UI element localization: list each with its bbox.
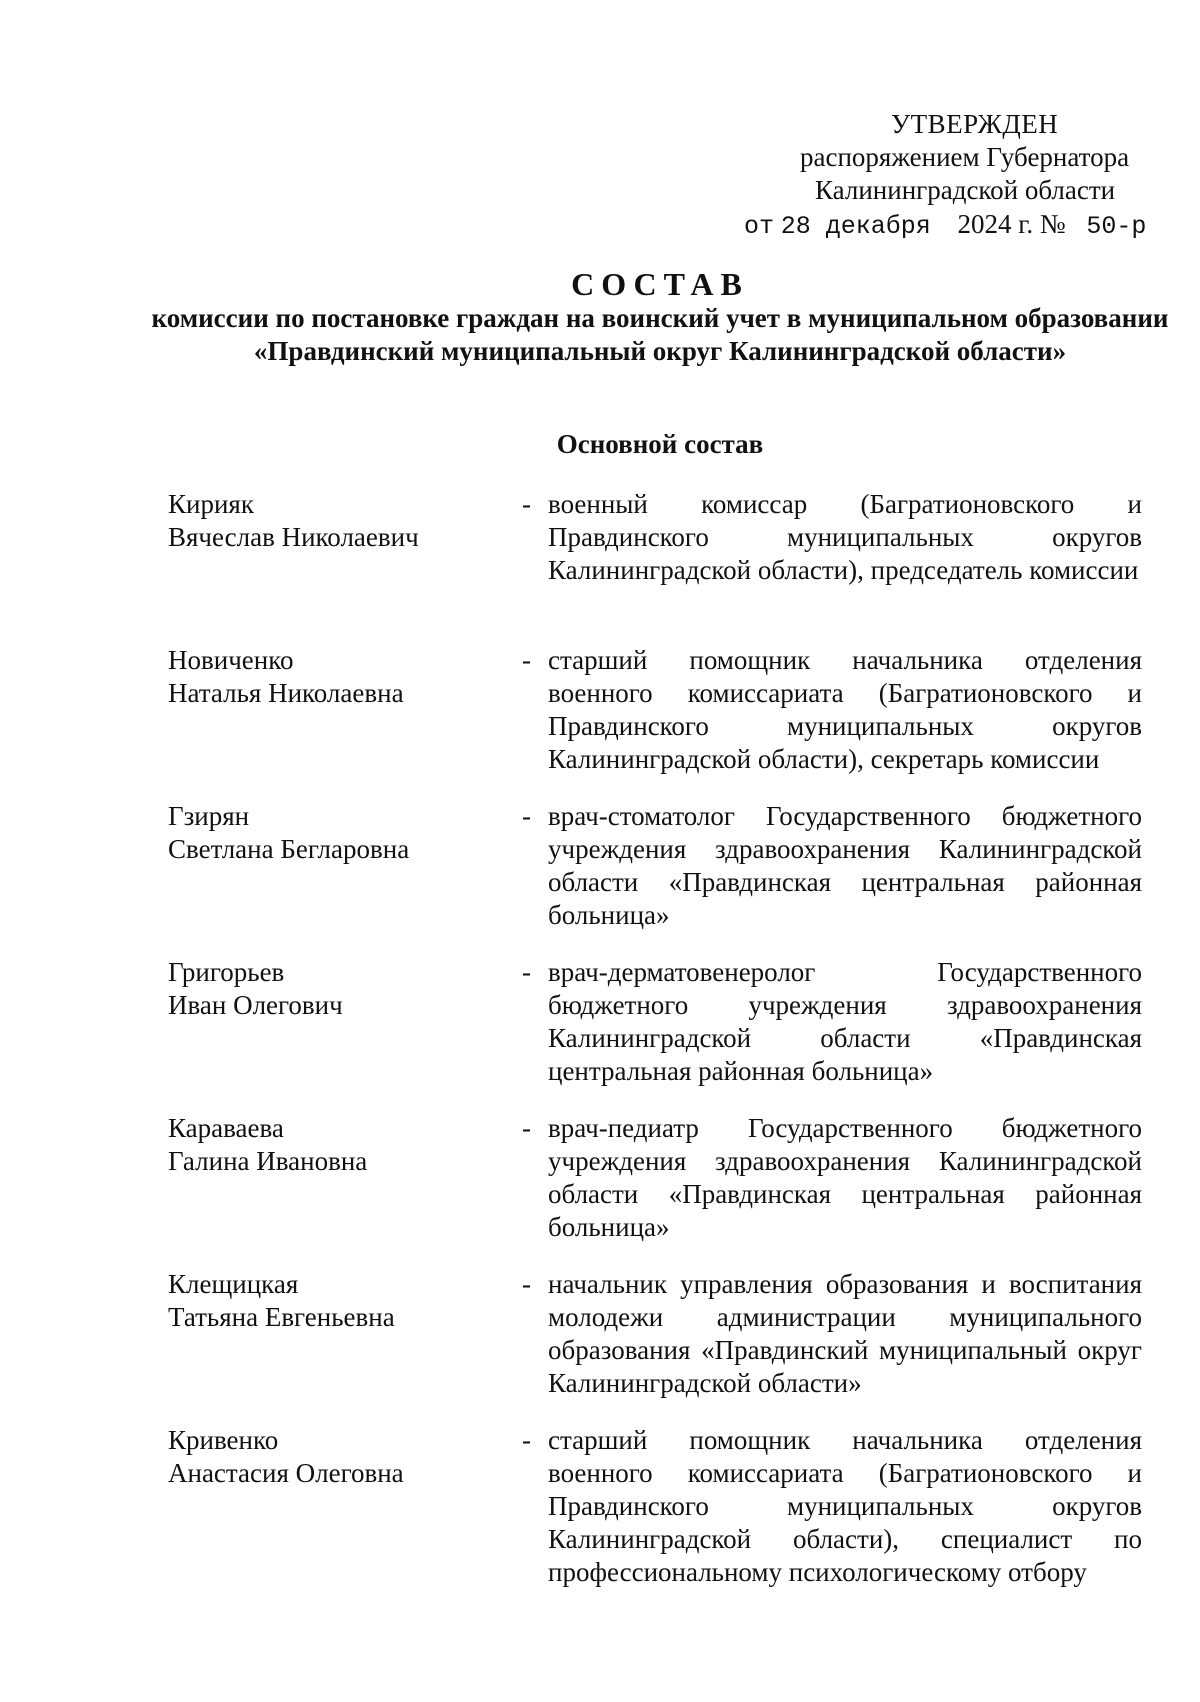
member-row [0, 488, 1200, 644]
member-surname: Новиченко [168, 645, 294, 675]
member-role: врач-стоматолог Государственного бюджетного учреждения здравоохранения Калининградской области «Правдинская центральная районная больница» [548, 801, 1142, 930]
member-given-names: Татьяна Евгеньевна [168, 1302, 395, 1332]
document-title: СОСТАВ [571, 266, 749, 302]
member-given-names: Иван Олегович [168, 990, 343, 1020]
member-name [168, 1112, 508, 1178]
order-date: 28 декабря [780, 212, 931, 241]
member-surname: Караваева [168, 1113, 284, 1143]
member-dash: - [522, 1113, 531, 1143]
member-surname: Григорьев [168, 957, 285, 987]
member-list [0, 488, 1200, 1587]
document-subtitle: комиссии по постановке граждан на воинский учет в муниципальном образовании «Правдинский муниципальный округ Калининградской области» [151, 303, 1169, 366]
approval-stamp [720, 108, 1160, 243]
approved-by: распоряжением Губернатора [800, 142, 1130, 172]
approved-label: УТВЕРЖДЕН [891, 109, 1059, 139]
member-dash: - [522, 1425, 531, 1455]
member-row [0, 1268, 1200, 1424]
member-surname: Кривенко [168, 1425, 279, 1455]
member-row [0, 1112, 1200, 1268]
member-name [168, 956, 508, 1022]
order-date-line [720, 208, 1160, 243]
member-surname: Клещицкая [168, 1269, 299, 1299]
member-given-names: Светлана Бегларовна [168, 834, 410, 864]
member-role: начальник управления образования и воспитания молодежи администрации муниципального образования «Правдинский муниципальный округ Калининградской области» [548, 1269, 1142, 1398]
member-surname: Гзирян [168, 801, 250, 831]
member-given-names: Анастасия Олеговна [168, 1458, 404, 1488]
member-row [0, 956, 1200, 1112]
order-number: 50-р [1086, 212, 1147, 241]
member-dash: - [522, 645, 531, 675]
member-dash: - [522, 489, 531, 519]
member-dash: - [522, 957, 531, 987]
member-name [168, 1424, 508, 1490]
order-year: 2024 г. № [957, 209, 1066, 239]
member-row [0, 800, 1200, 956]
member-given-names: Наталья Николаевна [168, 678, 404, 708]
member-name [168, 644, 508, 710]
member-given-names: Галина Ивановна [168, 1146, 368, 1176]
member-name [168, 488, 508, 554]
member-role: старший помощник начальника отделения военного комиссариата (Багратионовского и Правдинского муниципальных округов Калининградской области), секретарь комиссии [548, 645, 1142, 774]
approved-region: Калининградской области [815, 175, 1116, 205]
member-dash: - [522, 1269, 531, 1299]
section-title: Основной состав [556, 429, 764, 459]
member-row [0, 1424, 1200, 1587]
member-dash: - [522, 801, 531, 831]
member-role: врач-дерматовенеролог Государственного бюджетного учреждения здравоохранения Калининградской области «Правдинская центральная районная больница» [548, 957, 1142, 1086]
member-role: старший помощник начальника отделения военного комиссариата (Багратионовского и Правдинского муниципальных округов Калининградской области), специалист по профессиональному психологическому отбору [548, 1425, 1142, 1587]
member-name [168, 800, 508, 866]
member-name [168, 1268, 508, 1334]
member-surname: Кирияк [168, 489, 254, 519]
date-prefix: от [744, 212, 775, 241]
member-role: врач-педиатр Государственного бюджетного учреждения здравоохранения Калининградской области «Правдинская центральная районная больница» [548, 1113, 1142, 1242]
member-row [0, 644, 1200, 800]
member-given-names: Вячеслав Николаевич [168, 522, 419, 552]
member-role: военный комиссар (Багратионовского и Правдинского муниципальных округов Калининградской области), председатель комиссии [548, 489, 1142, 585]
